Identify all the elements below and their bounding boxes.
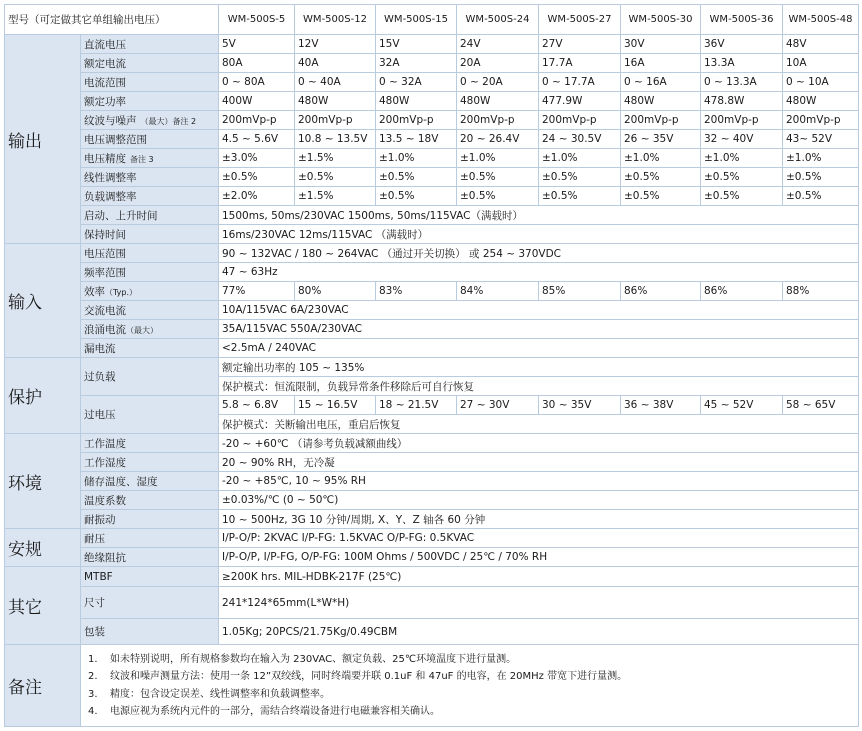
cell: 32 ~ 40V (701, 130, 783, 149)
cell: 200mVp-p (219, 111, 295, 130)
cell-span: 16ms/230VAC 12ms/115VAC （满载时） (219, 225, 859, 244)
cell: ±0.5% (783, 187, 859, 206)
output-row (5, 54, 859, 73)
cell: 27V (539, 35, 621, 54)
row-label (81, 111, 219, 130)
cell-span: 保护模式：恒流限制，负载异常条件移除后可自行恢复 (219, 377, 859, 396)
row-label: 额定电流 (81, 54, 219, 73)
cell: ±0.5% (376, 168, 457, 187)
output-row (5, 187, 859, 206)
model-30: WM-500S-30 (621, 5, 701, 35)
row-label: 交流电流 (81, 301, 219, 320)
output-row (5, 225, 859, 244)
other-row (5, 619, 859, 645)
cell-span: 241*124*65mm(L*W*H) (219, 587, 859, 619)
row-label: 负载调整率 (81, 187, 219, 206)
cell-span: -20 ~ +85℃, 10 ~ 95% RH (219, 472, 859, 491)
cell: 86% (701, 282, 783, 301)
cell: 5V (219, 35, 295, 54)
cell: 43~ 52V (783, 130, 859, 149)
other-row (5, 567, 859, 587)
output-row (5, 130, 859, 149)
model-title: 型号（可定做其它单组输出电压） (5, 5, 219, 35)
row-label: 直流电压 (81, 35, 219, 54)
cell: ±0.5% (701, 187, 783, 206)
cell: 200mVp-p (621, 111, 701, 130)
cell: ±1.0% (457, 149, 539, 168)
cell: 200mVp-p (701, 111, 783, 130)
cell: 480W (621, 92, 701, 111)
row-label (81, 320, 219, 339)
cell: ±1.0% (621, 149, 701, 168)
cell: 5.8 ~ 6.8V (219, 396, 295, 415)
cell: 480W (783, 92, 859, 111)
cell: 0 ~ 20A (457, 73, 539, 92)
model-24: WM-500S-24 (457, 5, 539, 35)
output-row (5, 35, 859, 54)
cell: 40A (295, 54, 376, 73)
input-row (5, 339, 859, 358)
cell: 27 ~ 30V (457, 396, 539, 415)
cell: 77% (219, 282, 295, 301)
row-label: 尺寸 (81, 587, 219, 619)
output-row (5, 111, 859, 130)
cell-span: I/P-O/P: 2KVAC I/P-FG: 1.5KVAC O/P-FG: 0.5KVAC (219, 529, 859, 548)
protection-row (5, 358, 859, 377)
cell-span: ≥200K hrs. MIL-HDBK-217F (25℃) (219, 567, 859, 587)
row-label: 电流范围 (81, 73, 219, 92)
model-15: WM-500S-15 (376, 5, 457, 35)
row-label (81, 282, 219, 301)
cell: ±0.5% (539, 187, 621, 206)
section-protection: 保护 (5, 358, 81, 434)
output-row (5, 168, 859, 187)
cell: ±1.5% (295, 187, 376, 206)
cell-span: 10 ~ 500Hz, 3G 10 分钟/周期, X、Y、Z 轴各 60 分钟 (219, 510, 859, 529)
row-label: 耐振动 (81, 510, 219, 529)
cell: 88% (783, 282, 859, 301)
cell: 0 ~ 16A (621, 73, 701, 92)
row-label: 漏电流 (81, 339, 219, 358)
cell: 4.5 ~ 5.6V (219, 130, 295, 149)
row-label: 包装 (81, 619, 219, 645)
input-row (5, 244, 859, 263)
cell: 36V (701, 35, 783, 54)
protection-row (5, 396, 859, 415)
environment-row (5, 472, 859, 491)
cell: ±0.5% (539, 168, 621, 187)
cell: 0 ~ 80A (219, 73, 295, 92)
cell: 80A (219, 54, 295, 73)
cell: ±0.5% (219, 168, 295, 187)
cell: 80% (295, 282, 376, 301)
cell: 84% (457, 282, 539, 301)
cell: ±0.5% (457, 187, 539, 206)
section-notes: 备注 (5, 645, 81, 727)
cell-span: 20 ~ 90% RH，无冷凝 (219, 453, 859, 472)
environment-row (5, 510, 859, 529)
environment-row (5, 434, 859, 453)
model-12: WM-500S-12 (295, 5, 376, 35)
label-text: 浪涌电流 (84, 323, 126, 336)
row-label: 过电压 (81, 396, 219, 434)
cell-span: 90 ~ 132VAC / 180 ~ 264VAC （通过开关切换） 或 254 ~ 370VDC (219, 244, 859, 263)
section-environment: 环境 (5, 434, 81, 529)
cell: ±3.0% (219, 149, 295, 168)
cell-span: ±0.03%/℃ (0 ~ 50℃) (219, 491, 859, 510)
cell: 20A (457, 54, 539, 73)
row-label: 额定功率 (81, 92, 219, 111)
cell: 30V (621, 35, 701, 54)
input-row (5, 263, 859, 282)
note-item (84, 668, 855, 686)
notes-row (5, 645, 859, 727)
spec-table (4, 4, 859, 727)
cell: 480W (376, 92, 457, 111)
cell: 478.8W (701, 92, 783, 111)
environment-row (5, 453, 859, 472)
cell: 16A (621, 54, 701, 73)
cell: ±0.5% (376, 187, 457, 206)
output-row (5, 92, 859, 111)
input-row (5, 282, 859, 301)
note-item (84, 686, 855, 704)
cell: 200mVp-p (783, 111, 859, 130)
cell: 13.3A (701, 54, 783, 73)
cell: 18 ~ 21.5V (376, 396, 457, 415)
cell: 85% (539, 282, 621, 301)
cell: 30 ~ 35V (539, 396, 621, 415)
cell: 10.8 ~ 13.5V (295, 130, 376, 149)
label-note: （最大） (126, 325, 158, 335)
label-note: （最大）备注 2 (140, 116, 197, 126)
cell: 480W (457, 92, 539, 111)
note-number: 3. (88, 688, 98, 700)
row-label: MTBF (81, 567, 219, 587)
cell: 200mVp-p (457, 111, 539, 130)
cell: ±2.0% (219, 187, 295, 206)
header-row (5, 5, 859, 35)
cell: 200mVp-p (539, 111, 621, 130)
cell-span: 10A/115VAC 6A/230VAC (219, 301, 859, 320)
cell: 0 ~ 10A (783, 73, 859, 92)
cell: ±0.5% (295, 168, 376, 187)
cell: 12V (295, 35, 376, 54)
other-row (5, 587, 859, 619)
section-other: 其它 (5, 567, 81, 645)
cell: ±0.5% (701, 168, 783, 187)
cell: 26 ~ 35V (621, 130, 701, 149)
note-item (84, 651, 855, 669)
environment-row (5, 491, 859, 510)
note-text: 如未特别说明，所有规格参数均在输入为 230VAC、额定负载、25℃环境温度下进行量测。 (110, 653, 517, 665)
output-row (5, 206, 859, 225)
cell: 58 ~ 65V (783, 396, 859, 415)
section-output: 输出 (5, 35, 81, 244)
row-label: 过负载 (81, 358, 219, 396)
note-text: 精度：包含设定误差、线性调整率和负载调整率。 (110, 688, 330, 700)
cell: 83% (376, 282, 457, 301)
model-48: WM-500S-48 (783, 5, 859, 35)
cell: 86% (621, 282, 701, 301)
output-row (5, 149, 859, 168)
cell-span: 1500ms, 50ms/230VAC 1500ms, 50ms/115VAC（满载时） (219, 206, 859, 225)
row-label: 频率范围 (81, 263, 219, 282)
model-5: WM-500S-5 (219, 5, 295, 35)
cell: ±1.0% (539, 149, 621, 168)
output-row (5, 73, 859, 92)
cell: 0 ~ 40A (295, 73, 376, 92)
row-label: 工作温度 (81, 434, 219, 453)
model-36: WM-500S-36 (701, 5, 783, 35)
cell: 477.9W (539, 92, 621, 111)
cell: ±0.5% (621, 168, 701, 187)
row-label: 电压范围 (81, 244, 219, 263)
cell-span: 35A/115VAC 550A/230VAC (219, 320, 859, 339)
label-text: 电压精度 (84, 152, 126, 165)
model-27: WM-500S-27 (539, 5, 621, 35)
input-row (5, 301, 859, 320)
label-note: 备注 3 (130, 154, 154, 164)
note-number: 2. (88, 671, 98, 682)
note-text: 电源应视为系统内元件的一部分，需结合终端设备进行电磁兼容相关确认。 (110, 706, 440, 717)
cell: 15 ~ 16.5V (295, 396, 376, 415)
cell: 48V (783, 35, 859, 54)
cell-span: 1.05Kg; 20PCS/21.75Kg/0.49CBM (219, 619, 859, 645)
note-text: 纹波和噪声测量方法：使用一条 12”双绞线，同时终端要并联 0.1uF 和 47uF 的电容，在 20MHz 带宽下进行量测。 (110, 671, 628, 682)
cell: 17.7A (539, 54, 621, 73)
row-label (81, 149, 219, 168)
cell: ±0.5% (457, 168, 539, 187)
cell: 24 ~ 30.5V (539, 130, 621, 149)
row-label: 储存温度、湿度 (81, 472, 219, 491)
label-text: 效率 (84, 285, 105, 298)
cell: ±0.5% (621, 187, 701, 206)
cell: 45 ~ 52V (701, 396, 783, 415)
safety-row (5, 548, 859, 567)
row-label: 线性调整率 (81, 168, 219, 187)
cell: 0 ~ 17.7A (539, 73, 621, 92)
input-row (5, 320, 859, 339)
cell: ±1.5% (295, 149, 376, 168)
cell: ±1.0% (783, 149, 859, 168)
cell: 36 ~ 38V (621, 396, 701, 415)
notes-list (81, 645, 859, 727)
cell: ±1.0% (376, 149, 457, 168)
note-item (84, 703, 855, 721)
cell: 480W (295, 92, 376, 111)
cell: 32A (376, 54, 457, 73)
row-label: 绝缘阻抗 (81, 548, 219, 567)
cell: 400W (219, 92, 295, 111)
row-label: 保持时间 (81, 225, 219, 244)
cell: 200mVp-p (295, 111, 376, 130)
row-label: 耐压 (81, 529, 219, 548)
row-label: 工作湿度 (81, 453, 219, 472)
cell: 13.5 ~ 18V (376, 130, 457, 149)
section-input: 输入 (5, 244, 81, 358)
section-safety: 安规 (5, 529, 81, 567)
row-label: 启动、上升时间 (81, 206, 219, 225)
cell: ±1.0% (701, 149, 783, 168)
note-number: 1. (88, 653, 98, 665)
cell-span: 保护模式：关断输出电压，重启后恢复 (219, 415, 859, 434)
cell-span: 额定输出功率的 105 ~ 135% (219, 358, 859, 377)
label-note: （Typ.） (105, 287, 137, 297)
cell-span: -20 ~ +60℃ （请参考负载减额曲线） (219, 434, 859, 453)
cell: 20 ~ 26.4V (457, 130, 539, 149)
cell: 0 ~ 13.3A (701, 73, 783, 92)
cell-span: I/P-O/P, I/P-FG, O/P-FG: 100M Ohms / 500VDC / 25℃ / 70% RH (219, 548, 859, 567)
safety-row (5, 529, 859, 548)
cell: 15V (376, 35, 457, 54)
cell: ±0.5% (783, 168, 859, 187)
note-number: 4. (88, 706, 98, 717)
row-label: 温度系数 (81, 491, 219, 510)
cell-span: 47 ~ 63Hz (219, 263, 859, 282)
cell-span: <2.5mA / 240VAC (219, 339, 859, 358)
cell: 10A (783, 54, 859, 73)
row-label: 电压调整范围 (81, 130, 219, 149)
cell: 24V (457, 35, 539, 54)
cell: 200mVp-p (376, 111, 457, 130)
label-text: 纹波与噪声 (84, 114, 137, 127)
cell: 0 ~ 32A (376, 73, 457, 92)
